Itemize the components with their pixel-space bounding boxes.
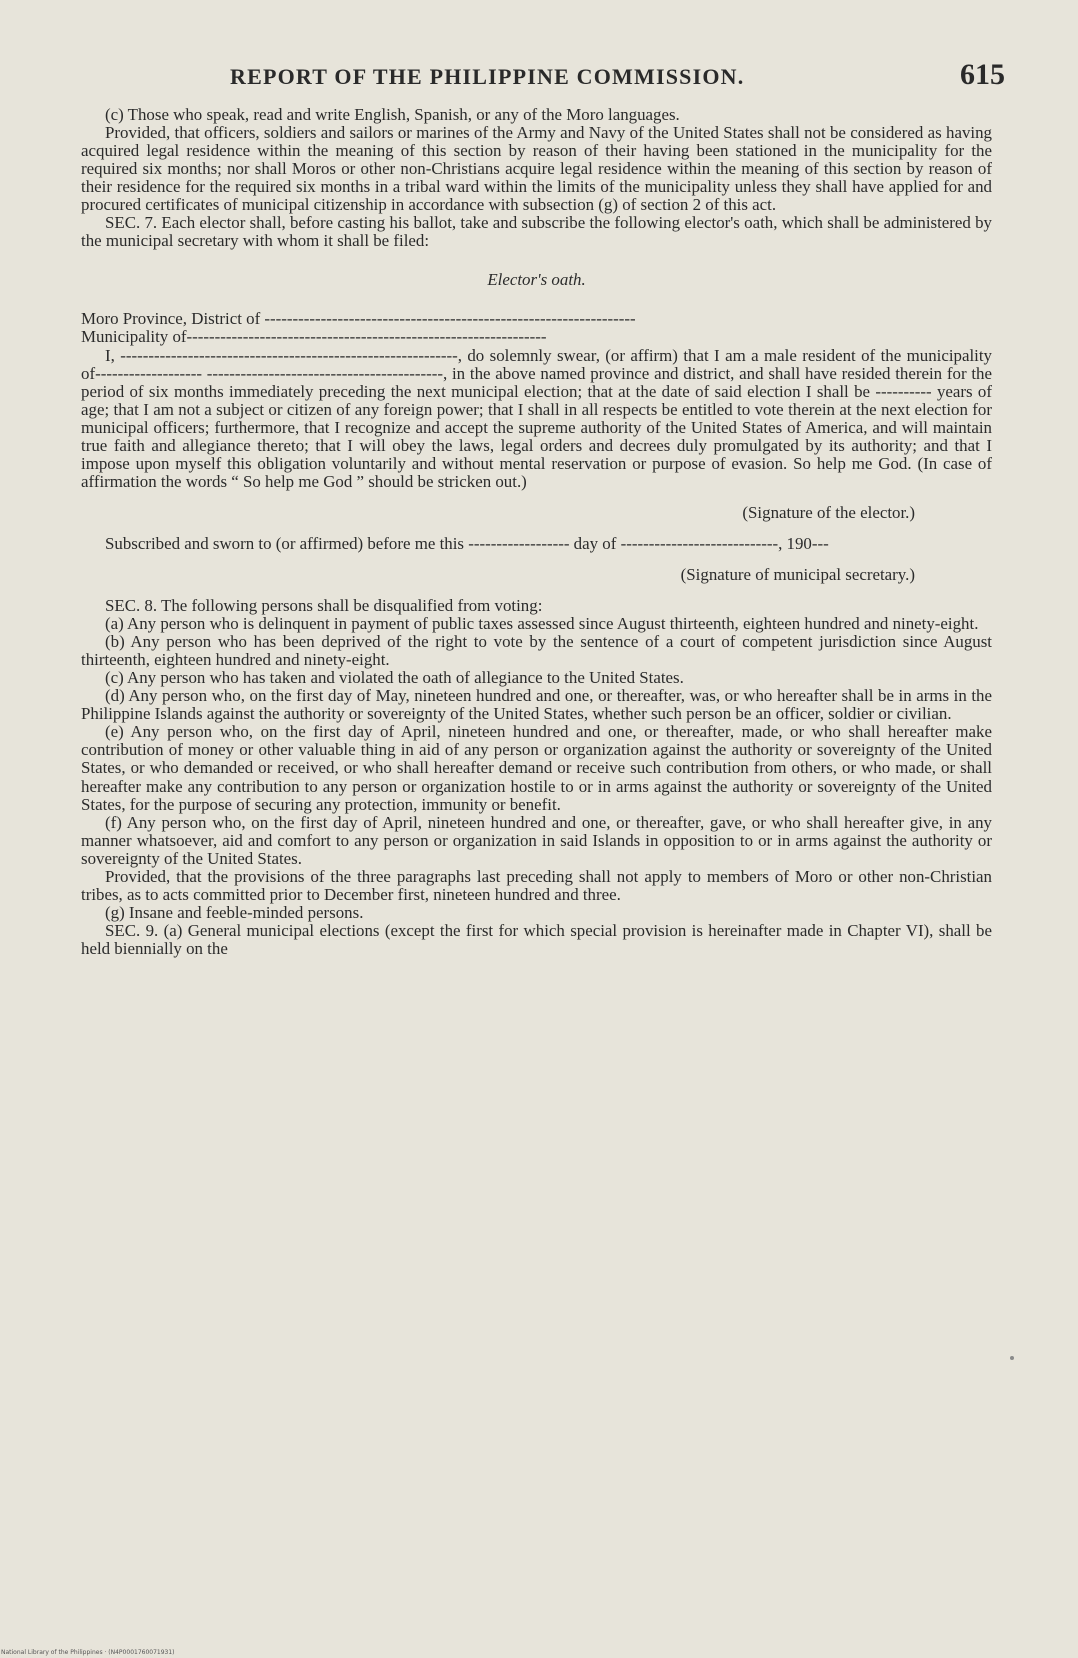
paragraph-8g: (g) Insane and feeble-minded persons. (105, 902, 364, 922)
paragraph-8e: (e) Any person who, on the first day of April, nineteen hundred and one, or thereafter, made, or who shall hereafter make contribution of money or other valuable thing in aid of any person or organization against the authority or sovereignty of the United States, or who demanded or received, or who shall hereafter demand or receive such contribution from others, or who made, or shall hereafter make any contribution to any person or organization hostile to or in arms against the authority or sovereignty of the United States, for the purpose of securing any protection, immunity or benefit. (81, 722, 992, 814)
spacer (81, 250, 992, 271)
spacer (81, 522, 992, 535)
paragraph-sec-7: SEC. 7. Each elector shall, before casting his ballot, take and subscribe the following elector's oath, which shall be administered by the municipal secretary with whom it shall be filed: (81, 213, 992, 251)
paragraph-sec-9: SEC. 9. (a) General municipal elections (except the first for which special provision is hereinafter made in Chapter VI), shall be held biennially on the (81, 920, 992, 958)
subscribed-line: Subscribed and sworn to (or affirmed) before me this ------------------ day of ----------------------------, 190--- (105, 533, 829, 553)
oath-province-line: Moro Province, District of ------------------------------------------------------------------ (81, 309, 636, 329)
page-number: 615 (960, 58, 1005, 91)
running-head: REPORT OF THE PHILIPPINE COMMISSION. (230, 64, 745, 89)
page-body (81, 106, 992, 958)
oath-municipality-line: Municipality of---------------------------------------------------------------- (81, 327, 547, 347)
spacer (81, 289, 992, 310)
paragraph-8b: (b) Any person who has been deprived of the right to vote by the sentence of a court of competent jurisdiction since August thirteenth, eighteen hundred and ninety-eight. (81, 632, 992, 670)
signature-elector: (Signature of the elector.) (742, 502, 915, 522)
paragraph-8f: (f) Any person who, on the first day of April, nineteen hundred and one, or thereafter, gave, or who shall hereafter give, in any manner whatsoever, aid and comfort to any person or organization in said Islands in opposition to or in arms against the authority or sovereignty of the United States. (81, 812, 992, 868)
oath-heading: Elector's oath. (487, 270, 586, 290)
oath-text: I, ------------------------------------------------------------, do solemnly swear, (or affirm) that I am a male resident of the municipality of------------------- ------------------------------------------, in the above named province and district, and shall have resided therein for the period of six months immediately preceding the next municipal election; that at the date of said election I shall be ---------- years of age; that I am not a subject or citizen of any foreign power; that I shall in all respects be entitled to vote therein at the next election for municipal officers; furthermore, that I recognize and accept the supreme authority of the United States of America, and will maintain true faith and allegiance thereto; that I will obey the laws, legal orders and decrees duly promulgated by its authority; and that I impose upon myself this obligation voluntarily and without mental reservation or purpose of evasion. So help me God. (In case of affirmation the words “ So help me God ” should be stricken out.) (81, 345, 992, 491)
scan-source-label: National Library of the Philippines · (N4P0001760071931) (1, 1649, 175, 1656)
paragraph-8c: (c) Any person who has taken and violated the oath of allegiance to the United States. (105, 668, 684, 688)
paragraph-8-proviso: Provided, that the provisions of the three paragraphs last preceding shall not apply to members of Moro or other non-Christian tribes, as to acts committed prior to December first, nineteen hundred and three. (81, 866, 992, 904)
paragraph-c-languages: (c) Those who speak, read and write English, Spanish, or any of the Moro languages. (105, 105, 680, 124)
spacer (81, 491, 992, 504)
paragraph-8d: (d) Any person who, on the first day of May, nineteen hundred and one, or thereafter, was, or who hereafter shall be in arms in the Philippine Islands against the authority or sovereignty of the United States, whether such person be an officer, soldier or civilian. (81, 686, 992, 724)
paper-speck (1010, 1356, 1014, 1360)
paragraph-8a: (a) Any person who is delinquent in payment of public taxes assessed since August thirteenth, eighteen hundred and ninety-eight. (105, 614, 979, 634)
paragraph-proviso-residence: Provided, that officers, soldiers and sailors or marines of the Army and Navy of the United States shall not be considered as having acquired legal residence within the meaning of this section by reason of their having been stationed in the municipality for the required six months; nor shall Moros or other non-Christians acquire legal residence within the meaning of this section by reason of their residence for the required six months in a tribal ward within the limits of the municipality unless they shall have applied for and procured certificates of municipal citizenship in accordance with subsection (g) of section 2 of this act. (81, 123, 992, 215)
signature-secretary: (Signature of municipal secretary.) (680, 564, 915, 584)
paragraph-sec-8: SEC. 8. The following persons shall be disqualified from voting: (105, 596, 543, 616)
page-header (230, 58, 1005, 98)
